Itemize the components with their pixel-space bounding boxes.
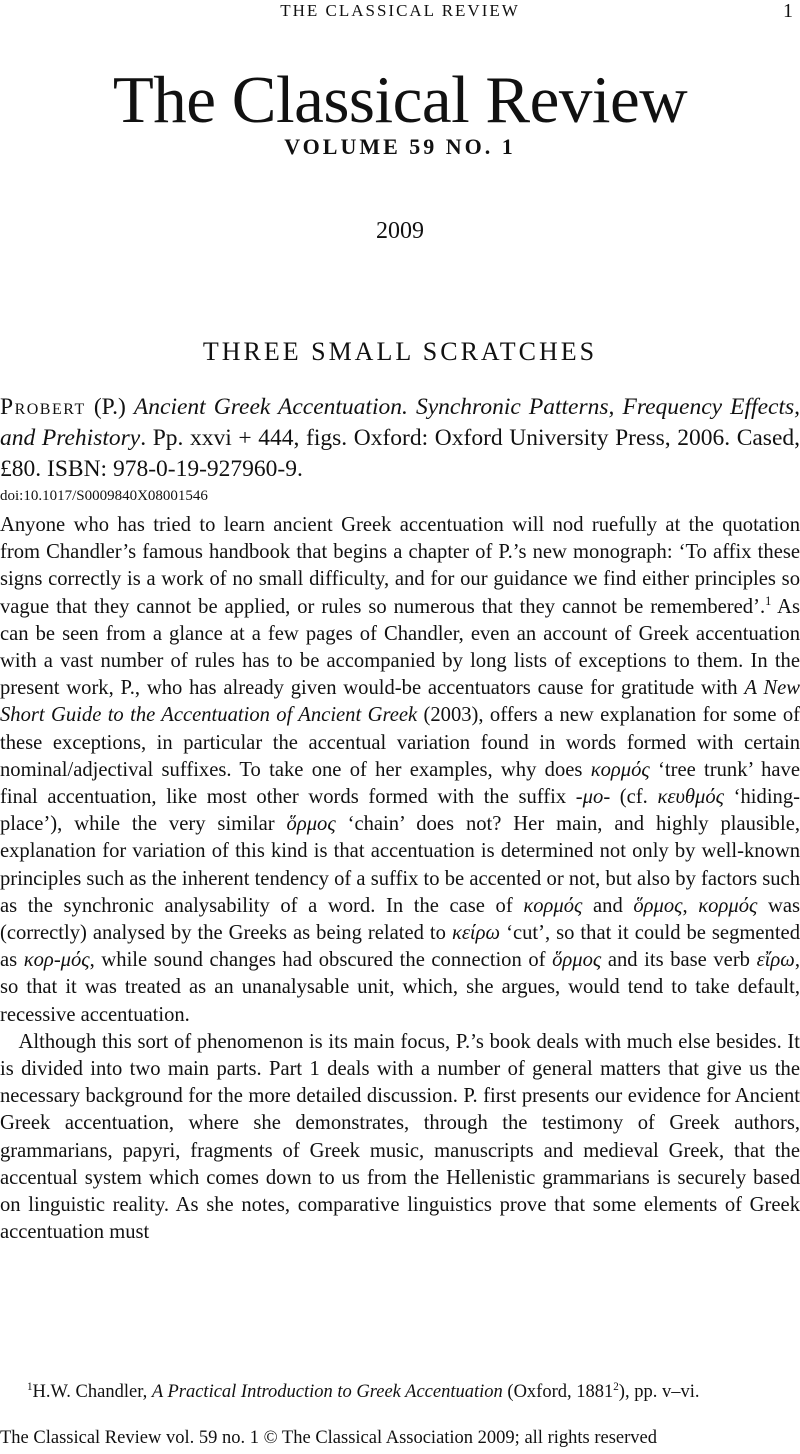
article-body xyxy=(0,512,800,1246)
footnote-1 xyxy=(27,1380,699,1404)
volume-number: VOLUME 59 NO. 1 xyxy=(284,134,516,159)
greek-word: κορμός xyxy=(698,894,758,917)
text-run: , xyxy=(682,894,699,917)
paragraph-2: Although this sort of phenomenon is its main focus, P.’s book deals with much else besides. It is divided into two main parts. Part 1 deals with a number of general matters that give us the necessary background for the more detailed discussion. P. first presents our evidence for Ancient Greek accentuation, where she demonstrates, through the testimony of Greek authors, grammarians, papyri, fragments of Greek music, manuscripts and medieval Greek, that the accentual system which comes down to us from the Hellenistic grammarians is securely based on linguistic reality. As she notes, comparative linguistics prove that some elements of Greek accentuation must xyxy=(0,1030,800,1244)
text-run: (2003), offers a new explanation for some of these exceptions, in particular the accentual variation found in words formed with certain nominal/adjectival suffixes. To take one of her examples, why does xyxy=(0,704,800,781)
greek-word: μο xyxy=(582,786,604,809)
text-run: Anyone who has tried to learn ancient Greek accentuation will nod ruefully at the quotation from Chandler’s famous handbook that begins a chapter of P.’s new monograph: ‘To affix these signs correctly is a work of no small difficulty, and for our guidance we find either principles so vague that they cannot be applied, or rules so numerous that they cannot be remembered’. xyxy=(0,514,800,618)
text-run: - (cf. xyxy=(603,786,658,809)
book-title-reference: A New Short Guide to the Accentuation of Ancient Greek xyxy=(0,677,800,727)
text-run: , while sound changes had obscured the connection of xyxy=(89,949,553,972)
publication-year: 2009 xyxy=(376,218,424,244)
greek-word: κευθμός xyxy=(657,786,725,809)
greek-word: ὅρμος xyxy=(552,949,602,972)
footnote-pub: (Oxford, 1881 xyxy=(502,1382,614,1402)
greek-word: ὅρμος xyxy=(633,894,683,917)
paragraph-1 xyxy=(0,512,800,1029)
text-run: and xyxy=(582,894,634,917)
greek-word: κορ-μός xyxy=(23,949,90,972)
greek-word: ὅρμος xyxy=(286,813,336,836)
greek-word: κορμός xyxy=(590,758,650,781)
page-number: 1 xyxy=(783,0,793,22)
text-run: ‘hiding-place’), while the very similar xyxy=(0,786,800,836)
citation-author-initial: (P.) xyxy=(93,394,126,420)
footnote-author: H.W. Chandler, xyxy=(32,1382,152,1402)
running-head: THE CLASSICAL REVIEW xyxy=(280,1,520,20)
footnote-book-title: A Practical Introduction to Greek Accentuation xyxy=(151,1382,503,1402)
citation-details: . Pp. xxvi + 444, figs. Oxford: Oxford University Press, 2006. Cased, £80. ISBN: 978-0-19-927960-9. xyxy=(0,425,800,482)
book-citation xyxy=(0,392,800,485)
article-title: THREE SMALL SCRATCHES xyxy=(202,337,598,366)
footnote-pages: ), pp. v–vi. xyxy=(618,1382,700,1402)
greek-word: εἴρω xyxy=(756,949,795,972)
text-run: , so that it was treated as an unanalysable unit, which, she argues, would tend to take default, recessive accentuation. xyxy=(0,949,800,1026)
copyright-footer: The Classical Review vol. 59 no. 1 © The Classical Association 2009; all rights reserved xyxy=(0,1428,657,1448)
text-run: was (correctly) analysed by the Greeks as being related to xyxy=(0,894,800,945)
citation-author-surname: Probert xyxy=(0,394,86,420)
doi-link[interactable]: doi:10.1017/S0009840X08001546 xyxy=(0,488,208,504)
footnote-ref-1[interactable]: 1 xyxy=(765,593,772,608)
text-run: and its base verb xyxy=(601,949,757,972)
citation-book-title: Ancient Greek Accentuation. Synchronic Patterns, Frequency Effects, and Prehistory xyxy=(0,394,800,451)
footnote-marker: 1 xyxy=(27,1380,33,1393)
greek-word: κείρω xyxy=(451,922,501,945)
journal-title: The Classical Review xyxy=(112,63,688,137)
text-run: ‘tree trunk’ have final accentuation, like most other words formed with the suffix - xyxy=(0,758,800,809)
text-run: As can be seen from a glance at a few pages of Chandler, even an account of Greek accentuation with a vast number of rules has to be accompanied by long lists of exceptions to them. In the present work, P., who has already given would-be accentuators cause for gratitude with xyxy=(0,595,800,700)
text-run: ‘chain’ does not? Her main, and highly plausible, explanation for variation of this kind is that accentuation is determined not only by well-known principles such as the inherent tendency of a suffix to be accented or not, but also by factors such as the synchronic analysability of a word. In the case of xyxy=(0,813,800,917)
text-run: ‘cut’, so that it could be segmented as xyxy=(0,922,800,972)
footnote-edition: 2 xyxy=(613,1380,619,1393)
greek-word: κορμός xyxy=(523,894,583,917)
